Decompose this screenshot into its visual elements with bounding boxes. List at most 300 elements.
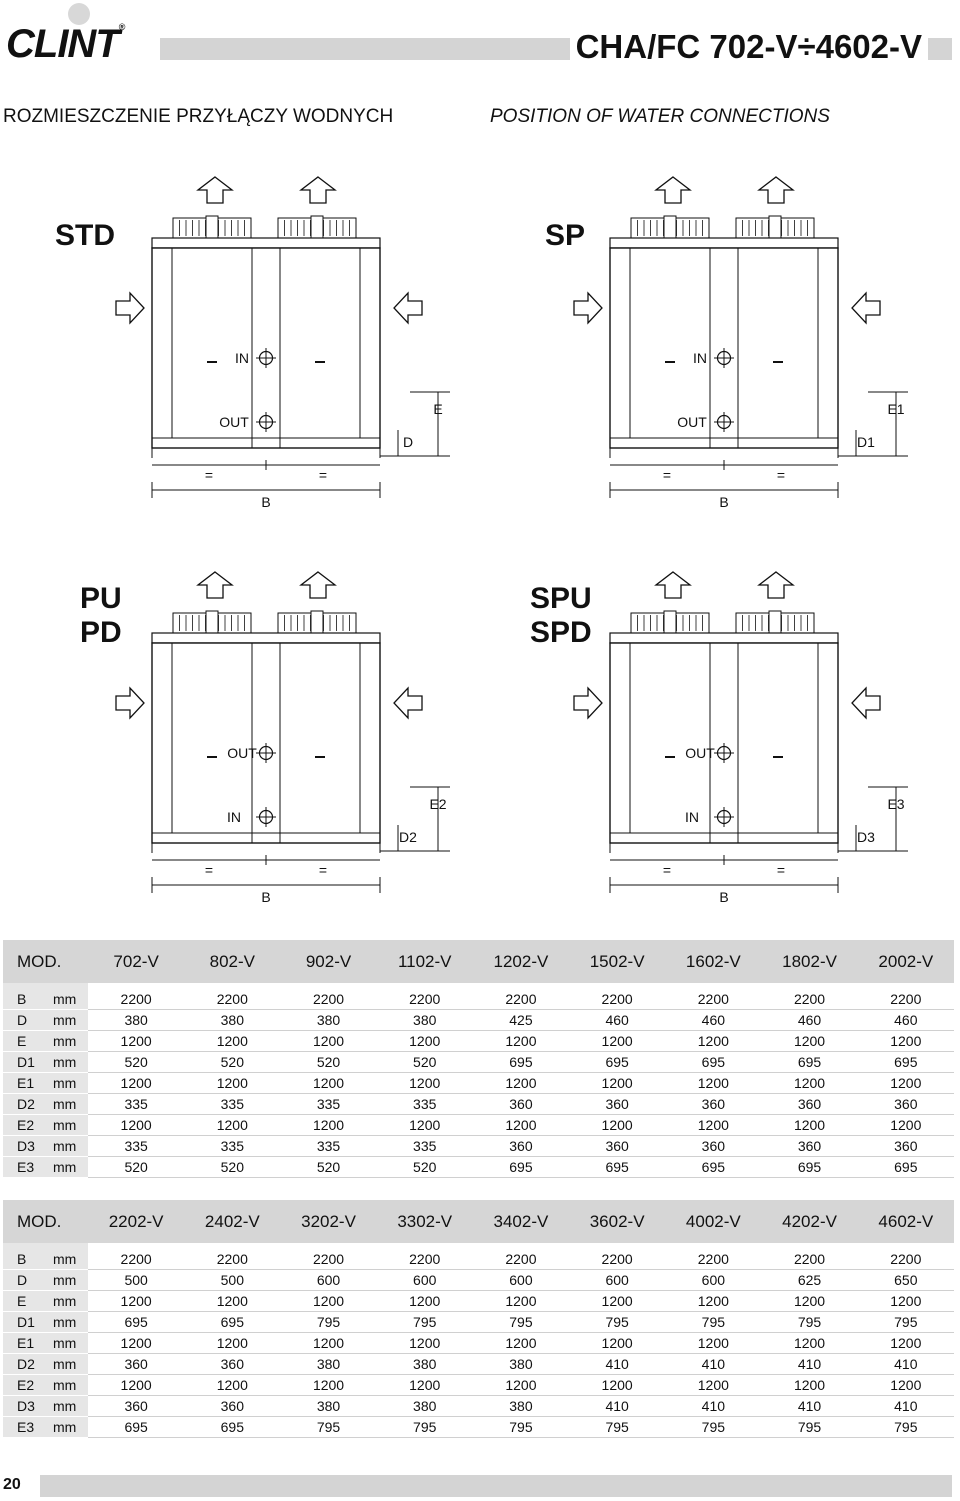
table-row (3, 1115, 954, 1136)
table-cell: 360 (665, 1094, 761, 1115)
table-cell: 1200 (569, 1291, 665, 1312)
param-unit: mm (53, 1115, 88, 1136)
param-unit: mm (53, 1375, 88, 1396)
table-cell: 520 (88, 1052, 184, 1073)
equal-sign: = (318, 467, 328, 483)
footer-bar (40, 1475, 952, 1497)
table-cell: 695 (184, 1417, 280, 1438)
table-cell: 335 (280, 1094, 376, 1115)
dim-d-label: D (402, 434, 414, 450)
table-cell: 1200 (665, 1375, 761, 1396)
table-cell: 335 (280, 1136, 376, 1157)
unit-top-cap (152, 238, 380, 248)
table-cell: 360 (665, 1136, 761, 1157)
table-cell: 410 (761, 1354, 857, 1375)
table-cell: 425 (473, 1010, 569, 1031)
model-header: 4002-V (665, 1200, 761, 1243)
table-cell: 410 (569, 1396, 665, 1417)
table-cell: 335 (184, 1094, 280, 1115)
table-cell: 1200 (569, 1115, 665, 1136)
model-header: 1802-V (761, 940, 857, 983)
table-row (3, 1354, 954, 1375)
table-cell: 460 (858, 1010, 954, 1031)
table-cell: 520 (184, 1052, 280, 1073)
table-cell: 360 (569, 1136, 665, 1157)
dimension-table-1 (3, 940, 954, 1178)
model-header: 702-V (88, 940, 184, 983)
param-name: E3 (3, 1157, 53, 1178)
table-cell: 2200 (858, 1243, 954, 1270)
lower-port-label: OUT (219, 414, 249, 430)
param-name: D (3, 1270, 53, 1291)
page-number: 20 (3, 1476, 21, 1493)
table-cell: 2200 (473, 983, 569, 1010)
fan-motor (769, 611, 781, 635)
configuration-label: SP (545, 219, 586, 252)
param-name: B (3, 1243, 53, 1270)
table-cell: 1200 (665, 1291, 761, 1312)
model-header: 1102-V (377, 940, 473, 983)
table-cell: 1200 (473, 1073, 569, 1094)
table-cell: 1200 (184, 1375, 280, 1396)
table-cell: 695 (761, 1052, 857, 1073)
table-cell: 650 (858, 1270, 954, 1291)
table-cell: 695 (88, 1312, 184, 1333)
table-cell: 360 (184, 1354, 280, 1375)
configuration-label: PU (80, 582, 122, 615)
table-cell: 1200 (858, 1375, 954, 1396)
model-header: 3402-V (473, 1200, 569, 1243)
table-cell: 1200 (858, 1333, 954, 1354)
param-name: E (3, 1291, 53, 1312)
table-cell: 1200 (377, 1031, 473, 1052)
param-unit: mm (53, 1157, 88, 1178)
airflow-side-arrow-icon (574, 688, 602, 718)
table-cell: 2200 (184, 983, 280, 1010)
dim-d-label: D2 (399, 829, 417, 845)
table-cell: 795 (473, 1417, 569, 1438)
table-cell: 795 (569, 1312, 665, 1333)
dim-b-label: B (719, 494, 729, 510)
table-cell: 795 (761, 1312, 857, 1333)
param-name: D3 (3, 1136, 53, 1157)
fan-motor (206, 216, 218, 240)
table-cell: 600 (665, 1270, 761, 1291)
table-cell: 410 (665, 1354, 761, 1375)
table-cell: 695 (761, 1157, 857, 1178)
airflow-up-arrow-icon (198, 177, 232, 203)
table-row (3, 1010, 954, 1031)
dim-e-label: E2 (429, 796, 447, 812)
table-cell: 2200 (377, 983, 473, 1010)
table-cell: 2200 (280, 1243, 376, 1270)
table-cell: 695 (858, 1052, 954, 1073)
table-cell: 360 (473, 1094, 569, 1115)
table-cell: 1200 (280, 1375, 376, 1396)
param-unit: mm (53, 1010, 88, 1031)
table-cell: 695 (184, 1312, 280, 1333)
table-cell: 1200 (473, 1375, 569, 1396)
table-cell: 1200 (280, 1115, 376, 1136)
table-cell: 380 (184, 1010, 280, 1031)
dim-e-label: E3 (887, 796, 905, 812)
subtitle-english: POSITION OF WATER CONNECTIONS (490, 106, 830, 127)
table-cell: 625 (761, 1270, 857, 1291)
table-cell: 410 (858, 1396, 954, 1417)
table-row (3, 1333, 954, 1354)
model-header: 1602-V (665, 940, 761, 983)
table-cell: 360 (88, 1396, 184, 1417)
table-cell: 410 (761, 1396, 857, 1417)
table-cell: 460 (761, 1010, 857, 1031)
table-cell: 795 (858, 1312, 954, 1333)
param-name: E1 (3, 1333, 53, 1354)
table-cell: 1200 (569, 1375, 665, 1396)
table-cell: 1200 (184, 1333, 280, 1354)
table-cell: 460 (665, 1010, 761, 1031)
table-cell: 1200 (377, 1073, 473, 1094)
table-cell: 380 (280, 1010, 376, 1031)
table-cell: 695 (858, 1157, 954, 1178)
mod-label: MOD. (3, 940, 88, 983)
table-cell: 380 (473, 1354, 569, 1375)
upper-port-label: IN (693, 350, 707, 366)
table-cell: 1200 (473, 1031, 569, 1052)
table-cell: 2200 (569, 983, 665, 1010)
table-cell: 410 (569, 1354, 665, 1375)
table-cell: 335 (88, 1136, 184, 1157)
table-cell: 1200 (280, 1333, 376, 1354)
table-row (3, 1291, 954, 1312)
table-cell: 1200 (858, 1073, 954, 1094)
table-cell: 1200 (377, 1291, 473, 1312)
table-row (3, 1396, 954, 1417)
table-cell: 695 (569, 1157, 665, 1178)
table-cell: 795 (377, 1312, 473, 1333)
table-cell: 335 (184, 1136, 280, 1157)
table-cell: 1200 (184, 1291, 280, 1312)
table-cell: 795 (280, 1417, 376, 1438)
upper-port-label: OUT (227, 745, 257, 761)
table-cell: 1200 (665, 1073, 761, 1094)
table-cell: 1200 (858, 1291, 954, 1312)
table-cell: 1200 (88, 1333, 184, 1354)
param-unit: mm (53, 1333, 88, 1354)
table-cell: 695 (665, 1157, 761, 1178)
equal-sign: = (204, 467, 214, 483)
model-header: 2002-V (858, 940, 954, 983)
table-row (3, 1312, 954, 1333)
table-cell: 1200 (377, 1375, 473, 1396)
table-cell: 695 (473, 1157, 569, 1178)
table-cell: 1200 (473, 1333, 569, 1354)
table-cell: 2200 (280, 983, 376, 1010)
airflow-side-arrow-icon (394, 293, 422, 323)
table-cell: 795 (665, 1312, 761, 1333)
table-cell: 795 (569, 1417, 665, 1438)
unit-top-cap (610, 633, 838, 643)
table-header-row (3, 940, 954, 983)
table-cell: 1200 (473, 1115, 569, 1136)
table-cell: 600 (280, 1270, 376, 1291)
page-header (0, 0, 960, 80)
table-cell: 1200 (280, 1073, 376, 1094)
table-cell: 1200 (88, 1291, 184, 1312)
table-cell: 1200 (184, 1115, 280, 1136)
table-row (3, 1270, 954, 1291)
table-cell: 1200 (184, 1073, 280, 1094)
param-name: E2 (3, 1115, 53, 1136)
table-cell: 1200 (761, 1333, 857, 1354)
table-cell: 795 (377, 1417, 473, 1438)
table-row (3, 1375, 954, 1396)
airflow-side-arrow-icon (574, 293, 602, 323)
table-cell: 1200 (858, 1031, 954, 1052)
mod-label: MOD. (3, 1200, 88, 1243)
dim-b-label: B (261, 494, 271, 510)
model-header: 3302-V (377, 1200, 473, 1243)
table-cell: 695 (88, 1417, 184, 1438)
unit-top-cap (610, 238, 838, 248)
table-cell: 360 (569, 1094, 665, 1115)
configuration-label: STD (55, 219, 115, 252)
dim-d-label: D1 (857, 434, 875, 450)
table-row (3, 1157, 954, 1178)
table-cell: 795 (858, 1417, 954, 1438)
table-cell: 380 (280, 1354, 376, 1375)
table-cell: 2200 (858, 983, 954, 1010)
fan-motor (206, 611, 218, 635)
table-cell: 695 (665, 1052, 761, 1073)
model-title: CHA/FC 702-V÷4602-V (570, 28, 928, 66)
param-unit: mm (53, 1052, 88, 1073)
brand-name: CLINT (6, 22, 119, 66)
table-cell: 360 (184, 1396, 280, 1417)
equal-sign: = (318, 862, 328, 878)
table-cell: 500 (88, 1270, 184, 1291)
table-cell: 2200 (665, 983, 761, 1010)
table-cell: 1200 (761, 1291, 857, 1312)
param-unit: mm (53, 1243, 88, 1270)
param-name: E1 (3, 1073, 53, 1094)
equal-sign: = (776, 467, 786, 483)
table-cell: 380 (377, 1396, 473, 1417)
table-cell: 1200 (88, 1375, 184, 1396)
table-row (3, 1136, 954, 1157)
airflow-side-arrow-icon (116, 293, 144, 323)
equal-sign: = (204, 862, 214, 878)
table-cell: 460 (569, 1010, 665, 1031)
lower-port-label: OUT (677, 414, 707, 430)
airflow-up-arrow-icon (656, 572, 690, 598)
param-unit: mm (53, 1354, 88, 1375)
table-cell: 520 (280, 1157, 376, 1178)
param-unit: mm (53, 1417, 88, 1438)
param-unit: mm (53, 983, 88, 1010)
table-cell: 600 (377, 1270, 473, 1291)
param-name: E3 (3, 1417, 53, 1438)
param-unit: mm (53, 1136, 88, 1157)
table-cell: 335 (88, 1094, 184, 1115)
model-header: 902-V (280, 940, 376, 983)
param-name: D2 (3, 1354, 53, 1375)
dim-b-label: B (261, 889, 271, 905)
table-row (3, 983, 954, 1010)
table-cell: 1200 (761, 1115, 857, 1136)
table-cell: 2200 (88, 983, 184, 1010)
configuration-label: SPD (530, 616, 592, 649)
table-cell: 410 (665, 1396, 761, 1417)
table-cell: 795 (665, 1417, 761, 1438)
table-cell: 1200 (761, 1031, 857, 1052)
table-row (3, 1031, 954, 1052)
model-header: 1202-V (473, 940, 569, 983)
fan-motor (664, 216, 676, 240)
table-cell: 360 (761, 1094, 857, 1115)
table-row (3, 1094, 954, 1115)
model-header: 1502-V (569, 940, 665, 983)
table-cell: 520 (280, 1052, 376, 1073)
table-cell: 2200 (184, 1243, 280, 1270)
airflow-up-arrow-icon (301, 177, 335, 203)
table-cell: 600 (569, 1270, 665, 1291)
equal-sign: = (776, 862, 786, 878)
table-row (3, 1052, 954, 1073)
fan-motor (311, 611, 323, 635)
model-header: 3202-V (280, 1200, 376, 1243)
airflow-side-arrow-icon (852, 688, 880, 718)
model-header: 3602-V (569, 1200, 665, 1243)
table-cell: 695 (473, 1052, 569, 1073)
lower-port-label: IN (685, 809, 699, 825)
configuration-label: PD (80, 616, 122, 649)
fan-motor (664, 611, 676, 635)
table-cell: 360 (858, 1136, 954, 1157)
param-name: E (3, 1031, 53, 1052)
dim-b-label: B (719, 889, 729, 905)
param-name: D (3, 1010, 53, 1031)
table-cell: 1200 (665, 1031, 761, 1052)
param-name: D2 (3, 1094, 53, 1115)
table-cell: 795 (473, 1312, 569, 1333)
fan-motor (769, 216, 781, 240)
table-cell: 1200 (569, 1031, 665, 1052)
unit-top-cap (152, 633, 380, 643)
table-cell: 1200 (665, 1333, 761, 1354)
param-unit: mm (53, 1270, 88, 1291)
table-cell: 335 (377, 1136, 473, 1157)
fan-motor (311, 216, 323, 240)
table-cell: 1200 (88, 1073, 184, 1094)
table-cell: 1200 (377, 1115, 473, 1136)
upper-port-label: OUT (685, 745, 715, 761)
table-row (3, 1073, 954, 1094)
configuration-label: SPU (530, 582, 592, 615)
airflow-up-arrow-icon (759, 177, 793, 203)
table-cell: 1200 (858, 1115, 954, 1136)
table-cell: 1200 (184, 1031, 280, 1052)
airflow-up-arrow-icon (759, 572, 793, 598)
table-cell: 380 (280, 1396, 376, 1417)
table-cell: 2200 (665, 1243, 761, 1270)
dimension-tables (3, 940, 954, 1438)
table-cell: 2200 (569, 1243, 665, 1270)
table-cell: 360 (473, 1136, 569, 1157)
table-header-row (3, 1200, 954, 1243)
table-cell: 1200 (761, 1073, 857, 1094)
param-name: D3 (3, 1396, 53, 1417)
dimension-table-2 (3, 1200, 954, 1438)
table-cell: 1200 (569, 1073, 665, 1094)
param-unit: mm (53, 1073, 88, 1094)
table-cell: 795 (761, 1417, 857, 1438)
table-cell: 795 (280, 1312, 376, 1333)
dim-e-label: E (433, 401, 443, 417)
model-header: 802-V (184, 940, 280, 983)
airflow-side-arrow-icon (394, 688, 422, 718)
table-cell: 500 (184, 1270, 280, 1291)
model-header: 2402-V (184, 1200, 280, 1243)
table-row (3, 1417, 954, 1438)
table-cell: 2200 (377, 1243, 473, 1270)
dim-d-label: D3 (857, 829, 875, 845)
airflow-side-arrow-icon (116, 688, 144, 718)
table-cell: 360 (88, 1354, 184, 1375)
upper-port-label: IN (235, 350, 249, 366)
param-unit: mm (53, 1396, 88, 1417)
model-header: 4202-V (761, 1200, 857, 1243)
table-cell: 380 (88, 1010, 184, 1031)
table-cell: 1200 (88, 1031, 184, 1052)
table-cell: 1200 (280, 1291, 376, 1312)
param-name: D1 (3, 1312, 53, 1333)
table-cell: 520 (184, 1157, 280, 1178)
dim-e-label: E1 (887, 401, 905, 417)
registered-mark: ® (118, 22, 125, 32)
param-name: D1 (3, 1052, 53, 1073)
table-cell: 2200 (88, 1243, 184, 1270)
table-cell: 360 (761, 1136, 857, 1157)
table-cell: 1200 (665, 1115, 761, 1136)
table-cell: 410 (858, 1354, 954, 1375)
brand-logo (6, 22, 124, 67)
airflow-up-arrow-icon (656, 177, 690, 203)
model-header: 4602-V (858, 1200, 954, 1243)
table-row (3, 1243, 954, 1270)
table-cell: 380 (473, 1396, 569, 1417)
equal-sign: = (662, 467, 672, 483)
table-cell: 1200 (761, 1375, 857, 1396)
table-cell: 520 (88, 1157, 184, 1178)
table-cell: 2200 (473, 1243, 569, 1270)
param-unit: mm (53, 1031, 88, 1052)
lower-port-label: IN (227, 809, 241, 825)
water-connections-diagram (0, 160, 960, 905)
table-cell: 335 (377, 1094, 473, 1115)
table-cell: 1200 (377, 1333, 473, 1354)
table-cell: 380 (377, 1010, 473, 1031)
airflow-up-arrow-icon (301, 572, 335, 598)
param-name: B (3, 983, 53, 1010)
table-cell: 600 (473, 1270, 569, 1291)
table-cell: 2200 (761, 1243, 857, 1270)
param-unit: mm (53, 1312, 88, 1333)
table-cell: 1200 (473, 1291, 569, 1312)
table-cell: 2200 (761, 983, 857, 1010)
param-name: E2 (3, 1375, 53, 1396)
airflow-up-arrow-icon (198, 572, 232, 598)
table-cell: 1200 (280, 1031, 376, 1052)
